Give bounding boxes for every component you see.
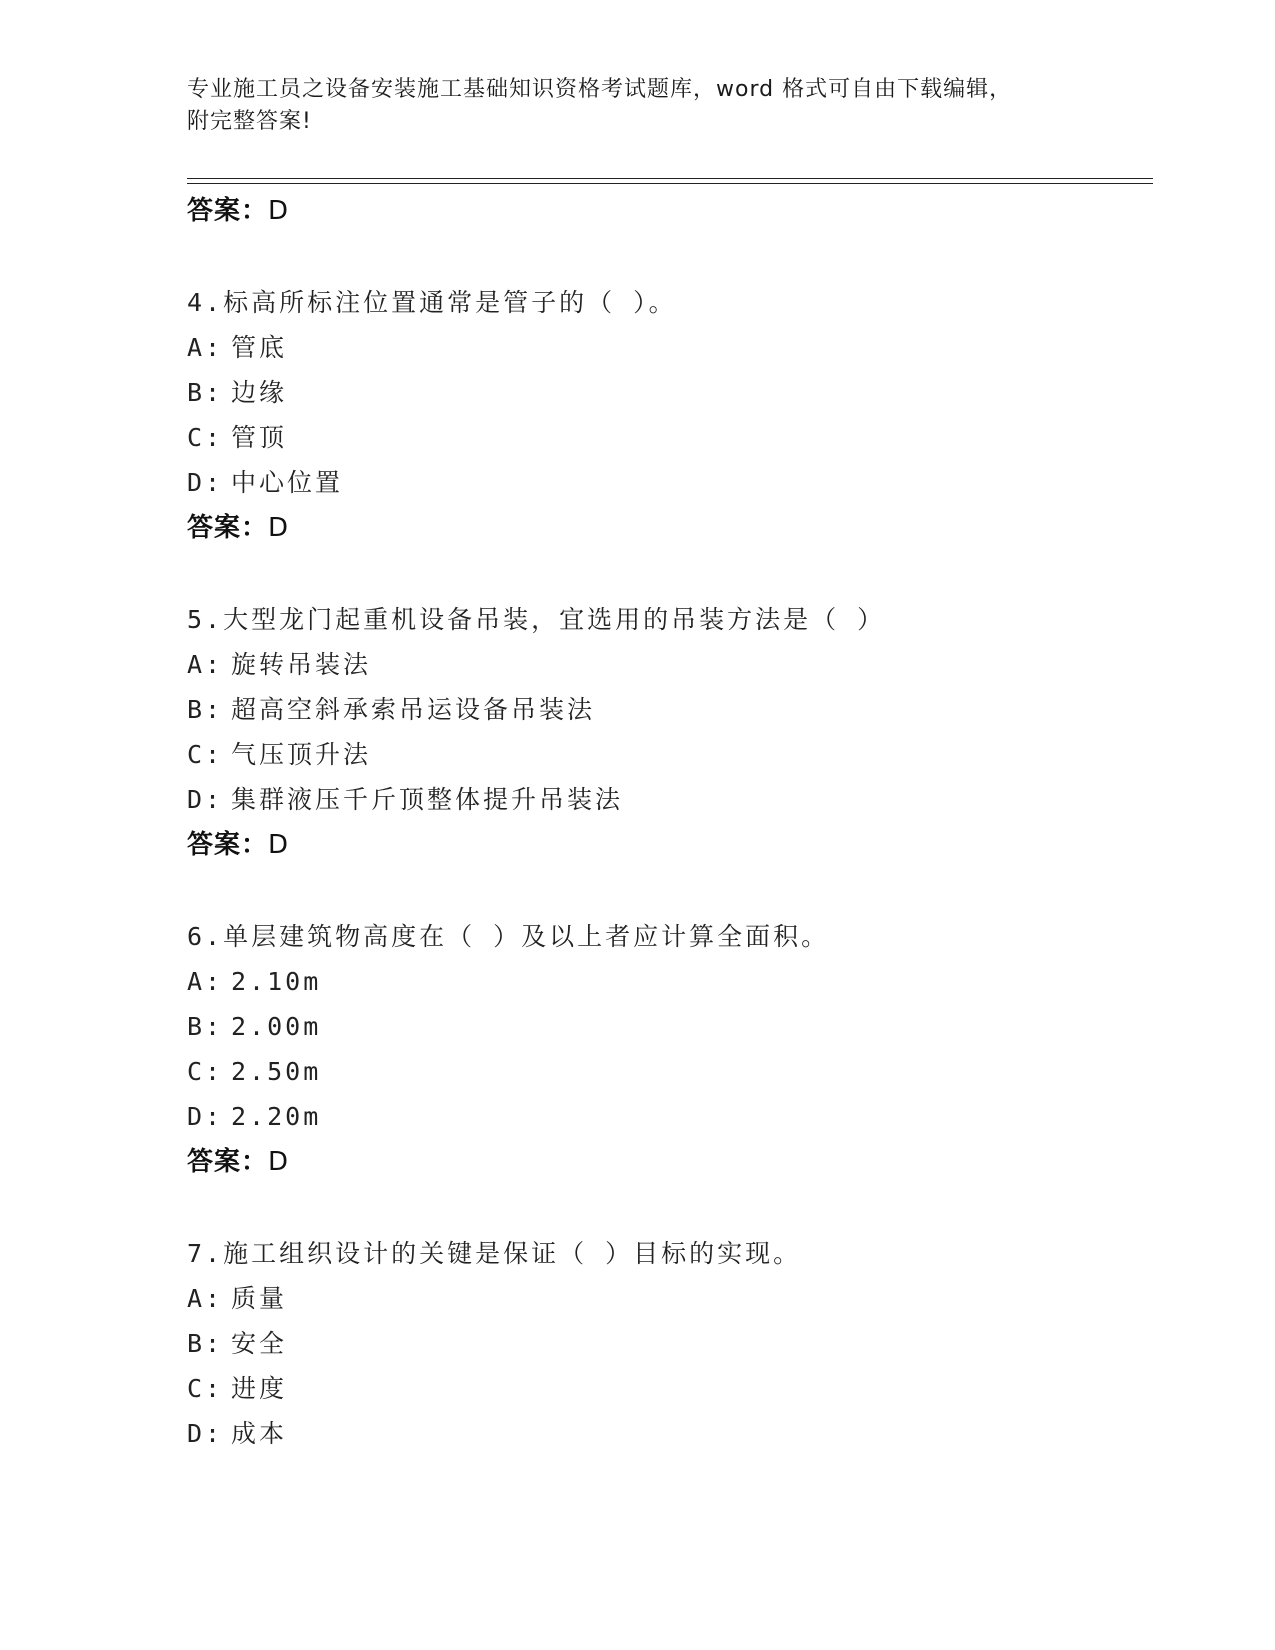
answer-value: D [268,196,290,226]
option-text: 管顶 [231,423,288,452]
option-item [187,642,1147,687]
question-number: 6. [187,922,224,951]
option-item [187,325,1147,370]
answer-value: D [268,1147,290,1177]
option-text: 成本 [231,1419,288,1448]
option-key: A: [187,333,224,362]
question-text [187,914,1147,959]
question-number: 7. [187,1239,224,1268]
option-item [187,1276,1147,1321]
question-text [187,280,1147,325]
answer-value: D [268,830,290,860]
option-key: D: [187,785,224,814]
option-key: C: [187,423,224,452]
question-stem: 施工组织设计的关键是保证（ ）目标的实现。 [223,1239,802,1268]
question-spacer [187,1185,1147,1231]
answer-line [187,822,1147,868]
answer-line [187,505,1147,551]
option-item [187,1094,1147,1139]
option-text: 进度 [231,1374,288,1403]
option-key: B: [187,695,224,724]
option-text: 旋转吊装法 [231,650,372,679]
header-line-1: 专业施工员之设备安装施工基础知识资格考试题库，word 格式可自由下载编辑， [187,77,1013,102]
option-item [187,1321,1147,1366]
option-text: 气压顶升法 [231,740,372,769]
question-list [187,188,1147,1456]
option-key: A: [187,650,224,679]
header-line-2: 附完整答案! [187,109,312,134]
option-text: 2.50m [231,1057,322,1086]
option-item [187,777,1147,822]
question-spacer [187,868,1147,914]
option-key: B: [187,378,224,407]
question-text [187,597,1147,642]
option-item [187,1004,1147,1049]
question-text [187,1231,1147,1276]
option-text: 2.20m [231,1102,322,1131]
option-text: 超高空斜承索吊运设备吊装法 [231,695,596,724]
question-number: 5. [187,605,224,634]
question-stem: 标高所标注位置通常是管子的（ ）。 [223,288,677,317]
option-item [187,460,1147,505]
option-key: A: [187,967,224,996]
option-text: 2.10m [231,967,322,996]
option-key: B: [187,1012,224,1041]
option-text: 边缘 [231,378,288,407]
question-stem: 单层建筑物高度在（ ）及以上者应计算全面积。 [223,922,830,951]
option-key: A: [187,1284,224,1313]
option-key: B: [187,1329,224,1358]
option-key: C: [187,1374,224,1403]
answer-line [187,1139,1147,1185]
option-item [187,415,1147,460]
answer-label: 答案： [187,513,269,543]
question-number: 4. [187,288,224,317]
question-stem: 大型龙门起重机设备吊装，宜选用的吊装方法是（ ） [223,605,886,634]
option-item [187,370,1147,415]
option-item [187,687,1147,732]
answer-label: 答案： [187,196,269,226]
answer-line [187,188,1147,234]
option-key: C: [187,740,224,769]
header-rule-bottom [187,183,1153,184]
header-rule-top [187,178,1153,179]
option-key: C: [187,1057,224,1086]
question-spacer [187,551,1147,597]
option-item [187,1411,1147,1456]
option-text: 质量 [231,1284,288,1313]
option-item [187,732,1147,777]
option-text: 管底 [231,333,288,362]
document-header [187,74,1087,138]
option-text: 集群液压千斤顶整体提升吊装法 [231,785,624,814]
option-text: 2.00m [231,1012,322,1041]
option-item [187,959,1147,1004]
option-item [187,1049,1147,1094]
option-item [187,1366,1147,1411]
option-key: D: [187,1419,224,1448]
question-spacer [187,234,1147,280]
option-text: 中心位置 [231,468,344,497]
option-text: 安全 [231,1329,288,1358]
option-key: D: [187,468,224,497]
answer-value: D [268,513,290,543]
answer-label: 答案： [187,830,269,860]
option-key: D: [187,1102,224,1131]
answer-label: 答案： [187,1147,269,1177]
